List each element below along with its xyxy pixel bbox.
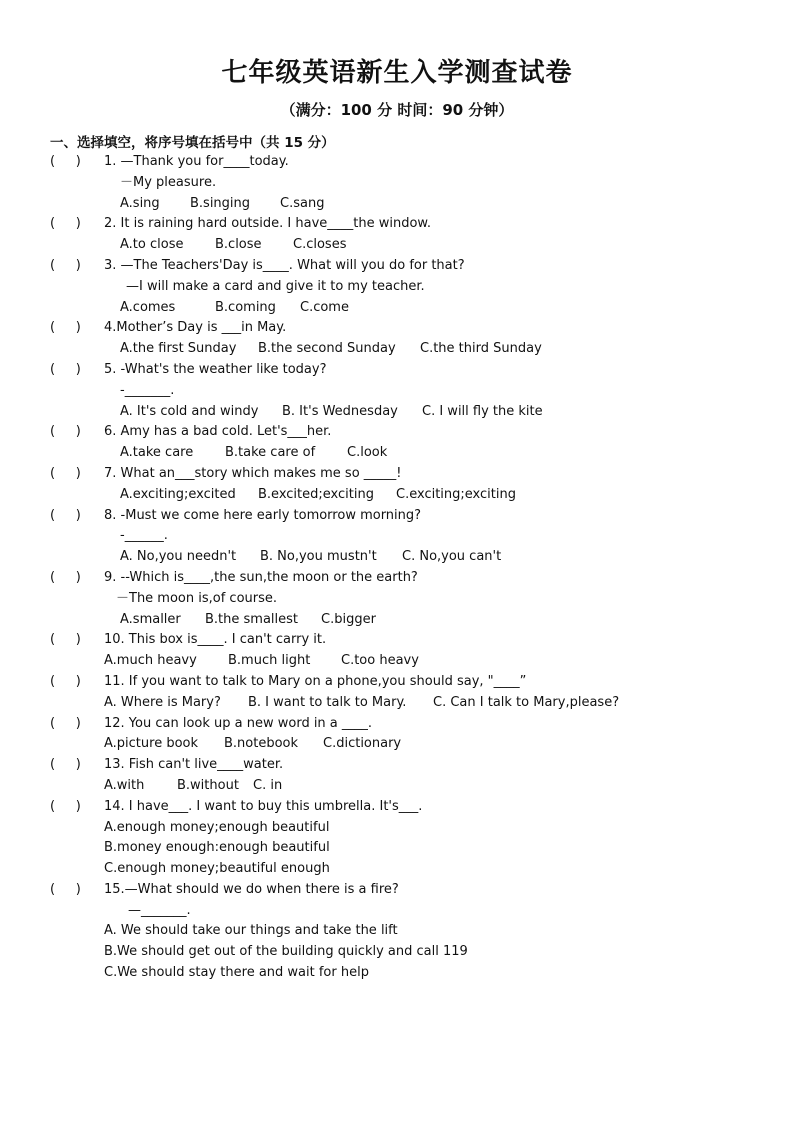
question-1 bbox=[50, 152, 750, 214]
options-row bbox=[50, 235, 750, 256]
option-b: B.We should get out of the building quickly and call 119 bbox=[104, 944, 468, 960]
section-heading: 一、选择填空，将序号填在括号中（共 15 分） bbox=[50, 135, 335, 151]
answer-blank[interactable]: ( ) bbox=[50, 361, 81, 377]
question-stem: 4.Mother’s Day is ___in May. bbox=[104, 320, 287, 336]
question-stem: 8. -Must we come here early tomorrow morning? bbox=[104, 507, 422, 523]
option-b: B.much light bbox=[228, 653, 311, 669]
options-row bbox=[50, 610, 750, 631]
option-c: C.bigger bbox=[321, 611, 376, 627]
question-reply: －My pleasure. bbox=[120, 174, 217, 190]
option-a: A.much heavy bbox=[104, 653, 197, 669]
answer-blank[interactable]: ( ) bbox=[50, 798, 81, 814]
question-reply: -______. bbox=[120, 528, 168, 544]
question-stem: 5. -What's the weather like today? bbox=[104, 361, 327, 377]
question-stem: 14. I have___. I want to buy this umbrella. It's___. bbox=[104, 798, 423, 814]
option-a: A.to close bbox=[120, 237, 184, 253]
question-stem: 11. If you want to talk to Mary on a phone,you should say, "____” bbox=[104, 673, 527, 689]
answer-blank[interactable]: ( ) bbox=[50, 465, 81, 481]
option-c: C. Can I talk to Mary,please? bbox=[433, 694, 620, 710]
question-stem: 15.—What should we do when there is a fire? bbox=[104, 881, 399, 897]
option-a: A.exciting;excited bbox=[120, 486, 236, 502]
options-row bbox=[50, 339, 750, 360]
options-row bbox=[50, 298, 750, 319]
options-row bbox=[50, 776, 750, 797]
option-c: C.look bbox=[347, 445, 388, 461]
answer-blank[interactable]: ( ) bbox=[50, 257, 81, 273]
option-a: A.smaller bbox=[120, 611, 181, 627]
question-list bbox=[50, 152, 750, 984]
question-6 bbox=[50, 422, 750, 464]
option-b: B.money enough:enough beautiful bbox=[104, 840, 330, 856]
question-8 bbox=[50, 506, 750, 568]
option-c: C. in bbox=[253, 777, 283, 793]
answer-blank[interactable]: ( ) bbox=[50, 216, 81, 232]
question-stem: 12. You can look up a new word in a ____. bbox=[104, 715, 373, 731]
options-row bbox=[50, 547, 750, 568]
question-14 bbox=[50, 797, 750, 880]
option-a: A.sing bbox=[120, 195, 160, 211]
option-c: C.exciting;exciting bbox=[396, 486, 516, 502]
option-c: C. I will fly the kite bbox=[422, 403, 543, 419]
option-a: A.with bbox=[104, 777, 145, 793]
option-c: C.enough money;beautiful enough bbox=[104, 861, 330, 877]
answer-blank[interactable]: ( ) bbox=[50, 320, 81, 336]
answer-blank[interactable]: ( ) bbox=[50, 507, 81, 523]
question-stem: 1. —Thank you for____today. bbox=[104, 154, 289, 169]
option-b: B.excited;exciting bbox=[258, 486, 374, 502]
option-c: C.too heavy bbox=[341, 653, 419, 669]
answer-blank[interactable]: ( ) bbox=[50, 569, 81, 585]
option-b: B. I want to talk to Mary. bbox=[248, 694, 407, 710]
option-a: A.enough money;enough beautiful bbox=[104, 819, 330, 835]
question-5 bbox=[50, 360, 750, 422]
option-c: C.closes bbox=[293, 237, 347, 253]
option-a: A. Where is Mary? bbox=[104, 694, 221, 710]
options-row bbox=[50, 693, 750, 714]
question-stem: 10. This box is____. I can't carry it. bbox=[104, 632, 327, 648]
question-3 bbox=[50, 256, 750, 318]
option-c: C.sang bbox=[280, 195, 325, 211]
option-c: C.the third Sunday bbox=[420, 341, 542, 357]
answer-blank[interactable]: ( ) bbox=[50, 715, 81, 731]
options-row bbox=[50, 443, 750, 464]
option-b: B.coming bbox=[215, 299, 276, 315]
option-c: C.dictionary bbox=[323, 736, 402, 752]
score-time-info: （满分：100 分 时间：90 分钟） bbox=[280, 101, 514, 119]
option-c: C.come bbox=[300, 299, 349, 315]
question-stem: 2. It is raining hard outside. I have____the window. bbox=[104, 216, 431, 232]
options-row bbox=[50, 194, 750, 215]
question-stem: 9. --Which is____,the sun,the moon or the earth? bbox=[104, 569, 418, 585]
question-stem: 6. Amy has a bad cold. Let's___her. bbox=[104, 424, 332, 440]
question-stem: 13. Fish can't live____water. bbox=[104, 757, 284, 773]
question-reply: —I will make a card and give it to my teacher. bbox=[126, 278, 425, 294]
option-b: B.take care of bbox=[225, 445, 316, 461]
question-2 bbox=[50, 214, 750, 256]
question-10 bbox=[50, 630, 750, 672]
question-reply: －The moon is,of course. bbox=[116, 590, 278, 606]
option-a: A. No,you needn't bbox=[120, 549, 237, 565]
option-b: B.the second Sunday bbox=[258, 341, 396, 357]
options-row bbox=[50, 402, 750, 423]
option-a: A.take care bbox=[120, 445, 194, 461]
options-row bbox=[50, 485, 750, 506]
question-11 bbox=[50, 672, 750, 714]
option-a: A. We should take our things and take the lift bbox=[104, 923, 398, 939]
option-a: A.picture book bbox=[104, 736, 199, 752]
page-title: 七年级英语新生入学测查试卷 bbox=[221, 58, 573, 88]
option-b: B.singing bbox=[190, 195, 251, 211]
option-a: A.the first Sunday bbox=[120, 341, 237, 357]
option-a: A. It's cold and windy bbox=[120, 403, 259, 419]
question-7 bbox=[50, 464, 750, 506]
options-row bbox=[50, 734, 750, 755]
question-reply: —_______. bbox=[128, 902, 191, 918]
option-b: B. It's Wednesday bbox=[282, 403, 398, 419]
answer-blank[interactable]: ( ) bbox=[50, 673, 81, 689]
options-row bbox=[50, 651, 750, 672]
answer-blank[interactable]: ( ) bbox=[50, 424, 81, 440]
option-b: B.notebook bbox=[224, 736, 299, 752]
question-15 bbox=[50, 880, 750, 984]
option-b: B.close bbox=[215, 237, 262, 253]
option-c: C.We should stay there and wait for help bbox=[104, 965, 369, 981]
question-stem: 7. What an___story which makes me so _____! bbox=[104, 465, 402, 481]
option-b: B. No,you mustn't bbox=[260, 549, 377, 565]
question-4 bbox=[50, 318, 750, 360]
option-b: B.the smallest bbox=[205, 611, 299, 627]
question-13 bbox=[50, 755, 750, 797]
question-reply: -_______. bbox=[120, 382, 175, 398]
option-c: C. No,you can't bbox=[402, 549, 502, 565]
option-a: A.comes bbox=[120, 299, 176, 315]
question-9 bbox=[50, 568, 750, 630]
answer-blank[interactable]: ( ) bbox=[50, 632, 81, 648]
answer-blank[interactable]: ( ) bbox=[50, 881, 81, 897]
answer-blank[interactable]: ( ) bbox=[50, 757, 81, 773]
question-stem: 3. —The Teachers'Day is____. What will you do for that? bbox=[104, 257, 465, 273]
option-b: B.without bbox=[177, 777, 239, 793]
answer-blank[interactable]: ( ) bbox=[50, 154, 81, 169]
question-12 bbox=[50, 714, 750, 756]
